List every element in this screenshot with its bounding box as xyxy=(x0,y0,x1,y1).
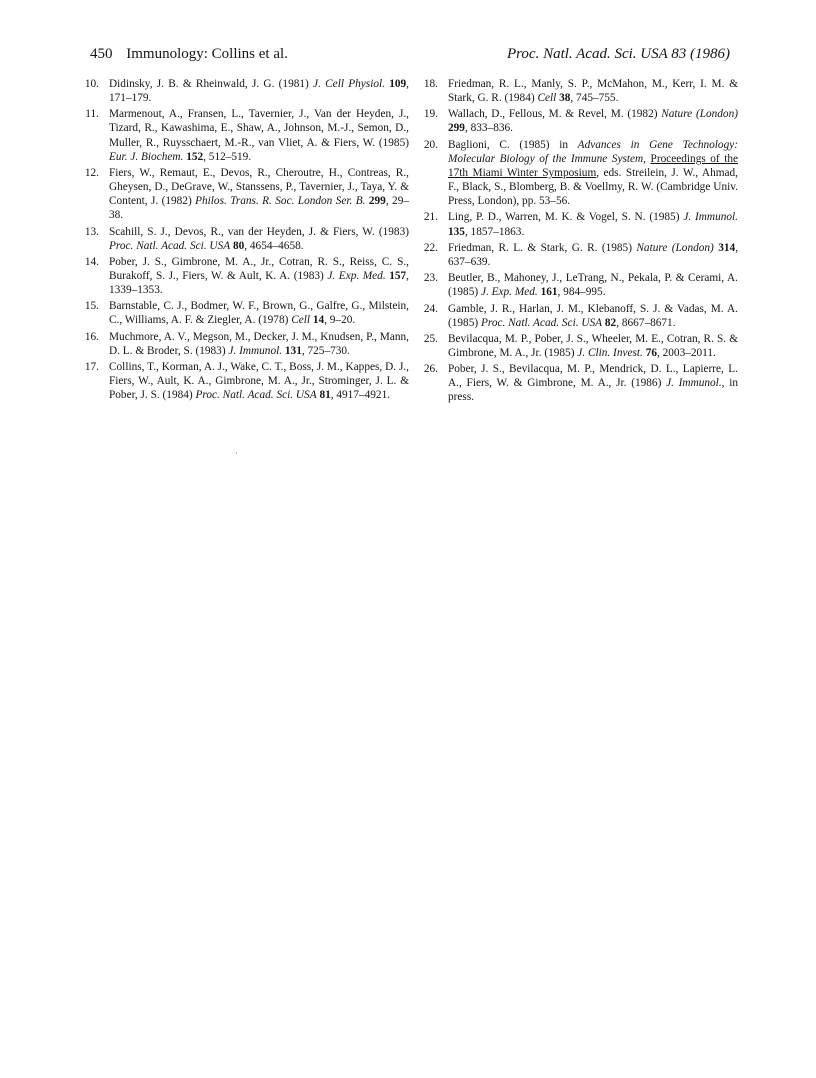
reference-item xyxy=(420,271,738,299)
reference-source: J. Immunol. xyxy=(228,344,283,357)
reference-source: J. Exp. Med. xyxy=(480,286,538,299)
reference-text: Marmenout, A., Fransen, L., Tavernier, J., Van der Heyden, J., Tizard, R., Kawashima, E., Shaw, A., Johnson, M.-J., Semon, D., Muller, R., Ruysschaert, M.-R., van Vliet, A. & Fiers, W. (1985) xyxy=(109,108,409,149)
reference-volume: 152 xyxy=(186,150,204,163)
reference-text: , 637–639. xyxy=(448,241,739,268)
reference-text: Baglioni, C. (1985) in xyxy=(448,138,578,151)
reference-source: Nature (London) xyxy=(636,241,714,254)
reference-text: , xyxy=(643,152,651,165)
reference-number: 11. xyxy=(85,108,99,121)
reference-text: Bevilacqua, M. P., Pober, J. S., Wheeler, M. E., Cotran, R. S. & Gimbrone, M. A., Jr. (1985) xyxy=(448,332,738,359)
reference-volume: 76 xyxy=(645,347,657,359)
reference-source: J. Immunol. xyxy=(683,211,738,224)
reference-volume: 135 xyxy=(448,225,465,238)
reference-number: 24. xyxy=(423,302,438,315)
reference-item xyxy=(420,77,738,105)
reference-number: 22. xyxy=(423,241,438,254)
reference-item xyxy=(420,107,738,135)
reference-number: 25. xyxy=(423,332,438,345)
journal-citation: Proc. Natl. Acad. Sci. USA 83 (1986) xyxy=(506,46,730,62)
reference-volume: 157 xyxy=(389,269,407,282)
reference-source: J. Clin. Invest. xyxy=(577,347,643,359)
reference-item xyxy=(81,225,409,253)
reference-item xyxy=(420,302,738,330)
reference-volume: 161 xyxy=(540,286,558,299)
reference-text: Barnstable, C. J., Bodmer, W. F., Brown, G., Galfre, G., Milstein, C., Williams, A. F. & Ziegler, A. (1978) xyxy=(109,300,409,327)
references-right-column xyxy=(420,77,738,407)
reference-source: J. Cell Physiol. xyxy=(313,78,385,90)
reference-text: Wallach, D., Fellous, M. & Revel, M. (1982) xyxy=(448,108,662,121)
reference-number: 17. xyxy=(84,361,99,374)
reference-text: , eds. Streilein, J. W., Ahmad, F., Black, S., Blomberg, B. & Voellmy, R. W. (Cambridge Univ. Press, London), pp. 53–56. xyxy=(448,166,738,208)
reference-text: , in press. xyxy=(448,377,739,404)
reference-text: Proceedings of the 17th Miami Winter Symposium xyxy=(448,152,739,179)
reference-item xyxy=(420,210,738,238)
reference-text: Scahill, S. J., Devos, R., van der Heyden, J. & Fiers, W. (1983) xyxy=(109,225,409,238)
reference-item xyxy=(420,138,738,208)
reference-source: J. Exp. Med. xyxy=(327,269,386,282)
reference-number: 16. xyxy=(84,330,99,343)
reference-source: J. Immunol. xyxy=(666,377,722,390)
reference-volume: 80 xyxy=(232,239,245,252)
reference-item xyxy=(81,107,409,163)
header-left xyxy=(90,46,288,63)
reference-text: , 725–730. xyxy=(301,344,350,357)
reference-number: 26. xyxy=(423,363,438,376)
reference-volume: 299 xyxy=(368,195,386,208)
reference-number: 14. xyxy=(84,255,99,268)
reference-text: Pober, J. S., Gimbrone, M. A., Jr., Cotran, R. S., Reiss, C. S., Burakoff, S. J., Fiers, W. & Ault, K. A. (1983) xyxy=(109,255,409,282)
reference-text: , 1857–1863. xyxy=(464,225,525,238)
reference-text: Muchmore, A. V., Megson, M., Decker, J. M., Knudsen, P., Mann, D. L. & Broder, S. (1983) xyxy=(109,330,409,357)
reference-text: , 8667–8671. xyxy=(616,316,676,329)
reference-source: Proc. Natl. Acad. Sci. USA xyxy=(109,239,231,252)
reference-volume: 38 xyxy=(559,92,571,105)
reference-volume: 109 xyxy=(389,78,407,90)
reference-volume: 14 xyxy=(312,314,325,327)
reference-item xyxy=(81,299,409,327)
reference-source: Cell xyxy=(291,314,311,327)
reference-item xyxy=(81,360,409,402)
references-left-column xyxy=(81,77,409,405)
reference-text: Friedman, R. L., Manly, S. P., McMahon, M., Kerr, I. M. & Stark, G. R. (1984) xyxy=(448,78,738,105)
reference-item xyxy=(420,362,738,404)
reference-text: , 984–995. xyxy=(557,286,606,299)
running-title: Immunology: Collins et al. xyxy=(126,46,288,62)
reference-number: 18. xyxy=(423,78,438,90)
reference-text: Fiers, W., Remaut, E., Devos, R., Cheroutre, H., Contreas, R., Gheysen, D., DeGrave, W., Stanssens, P., Tavernier, J., Taya, Y. & Content, J. (1982) xyxy=(109,166,409,208)
reference-text: Ling, P. D., Warren, M. K. & Vogel, S. N. (1985) xyxy=(448,211,684,224)
reference-text: Gamble, J. R., Harlan, J. M., Klebanoff, S. J. & Vadas, M. A. (1985) xyxy=(448,302,738,329)
reference-text: , 512–519. xyxy=(203,150,252,163)
reference-text: , 1339–1353. xyxy=(109,269,409,297)
reference-text: , 4917–4921. xyxy=(330,389,391,402)
reference-number: 12. xyxy=(84,166,99,179)
reference-text: , 2003–2011. xyxy=(656,347,716,359)
reference-source: Proc. Natl. Acad. Sci. USA xyxy=(480,316,603,329)
reference-item xyxy=(420,332,738,360)
reference-item xyxy=(81,77,409,105)
reference-text: Didinsky, J. B. & Rheinwald, J. G. (1981) xyxy=(109,78,314,90)
reference-number: 21. xyxy=(423,211,438,224)
reference-source: Cell xyxy=(537,92,557,105)
reference-text: Beutler, B., Mahoney, J., LeTrang, N., Pekala, P. & Cerami, A. (1985) xyxy=(448,272,738,299)
reference-number: 20. xyxy=(423,138,438,151)
reference-volume: 314 xyxy=(718,241,736,254)
reference-text: , 29–38. xyxy=(109,195,409,222)
reference-item xyxy=(81,166,409,222)
reference-volume: 82 xyxy=(604,316,617,329)
running-header xyxy=(90,46,730,70)
reference-volume: 131 xyxy=(284,344,302,357)
reference-item xyxy=(420,241,738,269)
reference-source: Eur. J. Biochem. xyxy=(109,150,184,163)
reference-text: Pober, J. S., Bevilacqua, M. P., Mendrick, D. L., Lapierre, L. A., Fiers, W. & Gimbrone, M. A., Jr. (1986) xyxy=(448,363,738,390)
reference-text: Collins, T., Korman, A. J., Wake, C. T., Boss, J. M., Kappes, D. J., Fiers, W., Ault, K. A., Gimbrone, M. A., Jr., Strominger, J. L. & Pober, J. S. (1984) xyxy=(109,361,409,402)
reference-text: , 745–755. xyxy=(570,92,619,105)
reference-volume: 81 xyxy=(319,389,331,402)
page-speck xyxy=(236,452,237,454)
reference-volume: 299 xyxy=(448,122,465,135)
reference-item xyxy=(81,255,409,297)
reference-number: 10. xyxy=(84,78,99,90)
reference-source: Proc. Natl. Acad. Sci. USA xyxy=(195,389,317,402)
reference-text: , 9–20. xyxy=(324,314,356,327)
reference-text: , 4654–4658. xyxy=(244,239,304,252)
reference-number: 15. xyxy=(84,300,99,313)
reference-text: Friedman, R. L. & Stark, G. R. (1985) xyxy=(448,241,637,254)
reference-number: 19. xyxy=(423,108,438,121)
reference-number: 13. xyxy=(84,225,99,238)
reference-text: , 833–836. xyxy=(464,122,513,135)
page-number: 450 xyxy=(90,46,113,62)
reference-source: Philos. Trans. R. Soc. London Ser. B. xyxy=(195,195,366,208)
reference-source: Nature (London) xyxy=(661,108,738,121)
reference-text: , 171–179. xyxy=(109,78,409,105)
reference-item xyxy=(81,330,409,358)
reference-source: Advances in Gene Technology: Molecular Biology of the Immune System xyxy=(448,138,739,165)
reference-number: 23. xyxy=(423,272,438,285)
